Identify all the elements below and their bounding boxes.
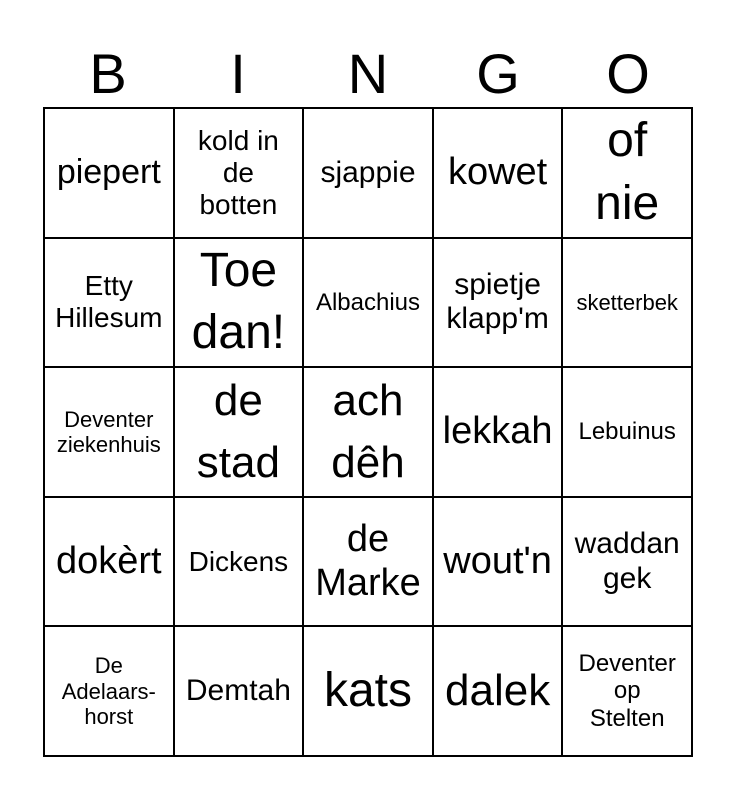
bingo-cell[interactable]: Deventer op Stelten bbox=[562, 626, 692, 756]
bingo-cell[interactable]: de stad bbox=[174, 367, 304, 497]
bingo-cell[interactable]: Etty Hillesum bbox=[44, 238, 174, 368]
header-letter-o: O bbox=[606, 42, 650, 105]
bingo-cell[interactable]: Toe dan! bbox=[174, 238, 304, 368]
bingo-cell[interactable]: kold in de botten bbox=[174, 108, 304, 238]
bingo-cell[interactable]: lekkah bbox=[433, 367, 563, 497]
bingo-cell[interactable]: dokèrt bbox=[44, 497, 174, 627]
bingo-cell[interactable]: dalek bbox=[433, 626, 563, 756]
bingo-cell[interactable]: Lebuinus bbox=[562, 367, 692, 497]
bingo-cell[interactable]: wout'n bbox=[433, 497, 563, 627]
bingo-cell[interactable]: kowet bbox=[433, 108, 563, 238]
bingo-cell[interactable]: sketterbek bbox=[562, 238, 692, 368]
bingo-cell[interactable]: ach dêh bbox=[303, 367, 433, 497]
bingo-cell[interactable]: of nie bbox=[562, 108, 692, 238]
bingo-cell[interactable]: spietje klapp'm bbox=[433, 238, 563, 368]
header-letter-b: B bbox=[89, 42, 127, 105]
bingo-cell[interactable]: Deventer ziekenhuis bbox=[44, 367, 174, 497]
bingo-cell[interactable]: waddan gek bbox=[562, 497, 692, 627]
bingo-cell[interactable]: Demtah bbox=[174, 626, 304, 756]
bingo-cell[interactable]: sjappie bbox=[303, 108, 433, 238]
bingo-cell[interactable]: Dickens bbox=[174, 497, 304, 627]
bingo-cell[interactable]: de Marke bbox=[303, 497, 433, 627]
bingo-cell[interactable]: kats bbox=[303, 626, 433, 756]
bingo-cell[interactable]: De Adelaars- horst bbox=[44, 626, 174, 756]
bingo-header bbox=[43, 40, 693, 108]
header-letter-g: G bbox=[476, 42, 520, 105]
bingo-board bbox=[43, 107, 693, 757]
bingo-cell[interactable]: piepert bbox=[44, 108, 174, 238]
bingo-cell[interactable]: Albachius bbox=[303, 238, 433, 368]
header-letter-i: I bbox=[230, 42, 246, 105]
header-letter-n: N bbox=[347, 42, 389, 105]
